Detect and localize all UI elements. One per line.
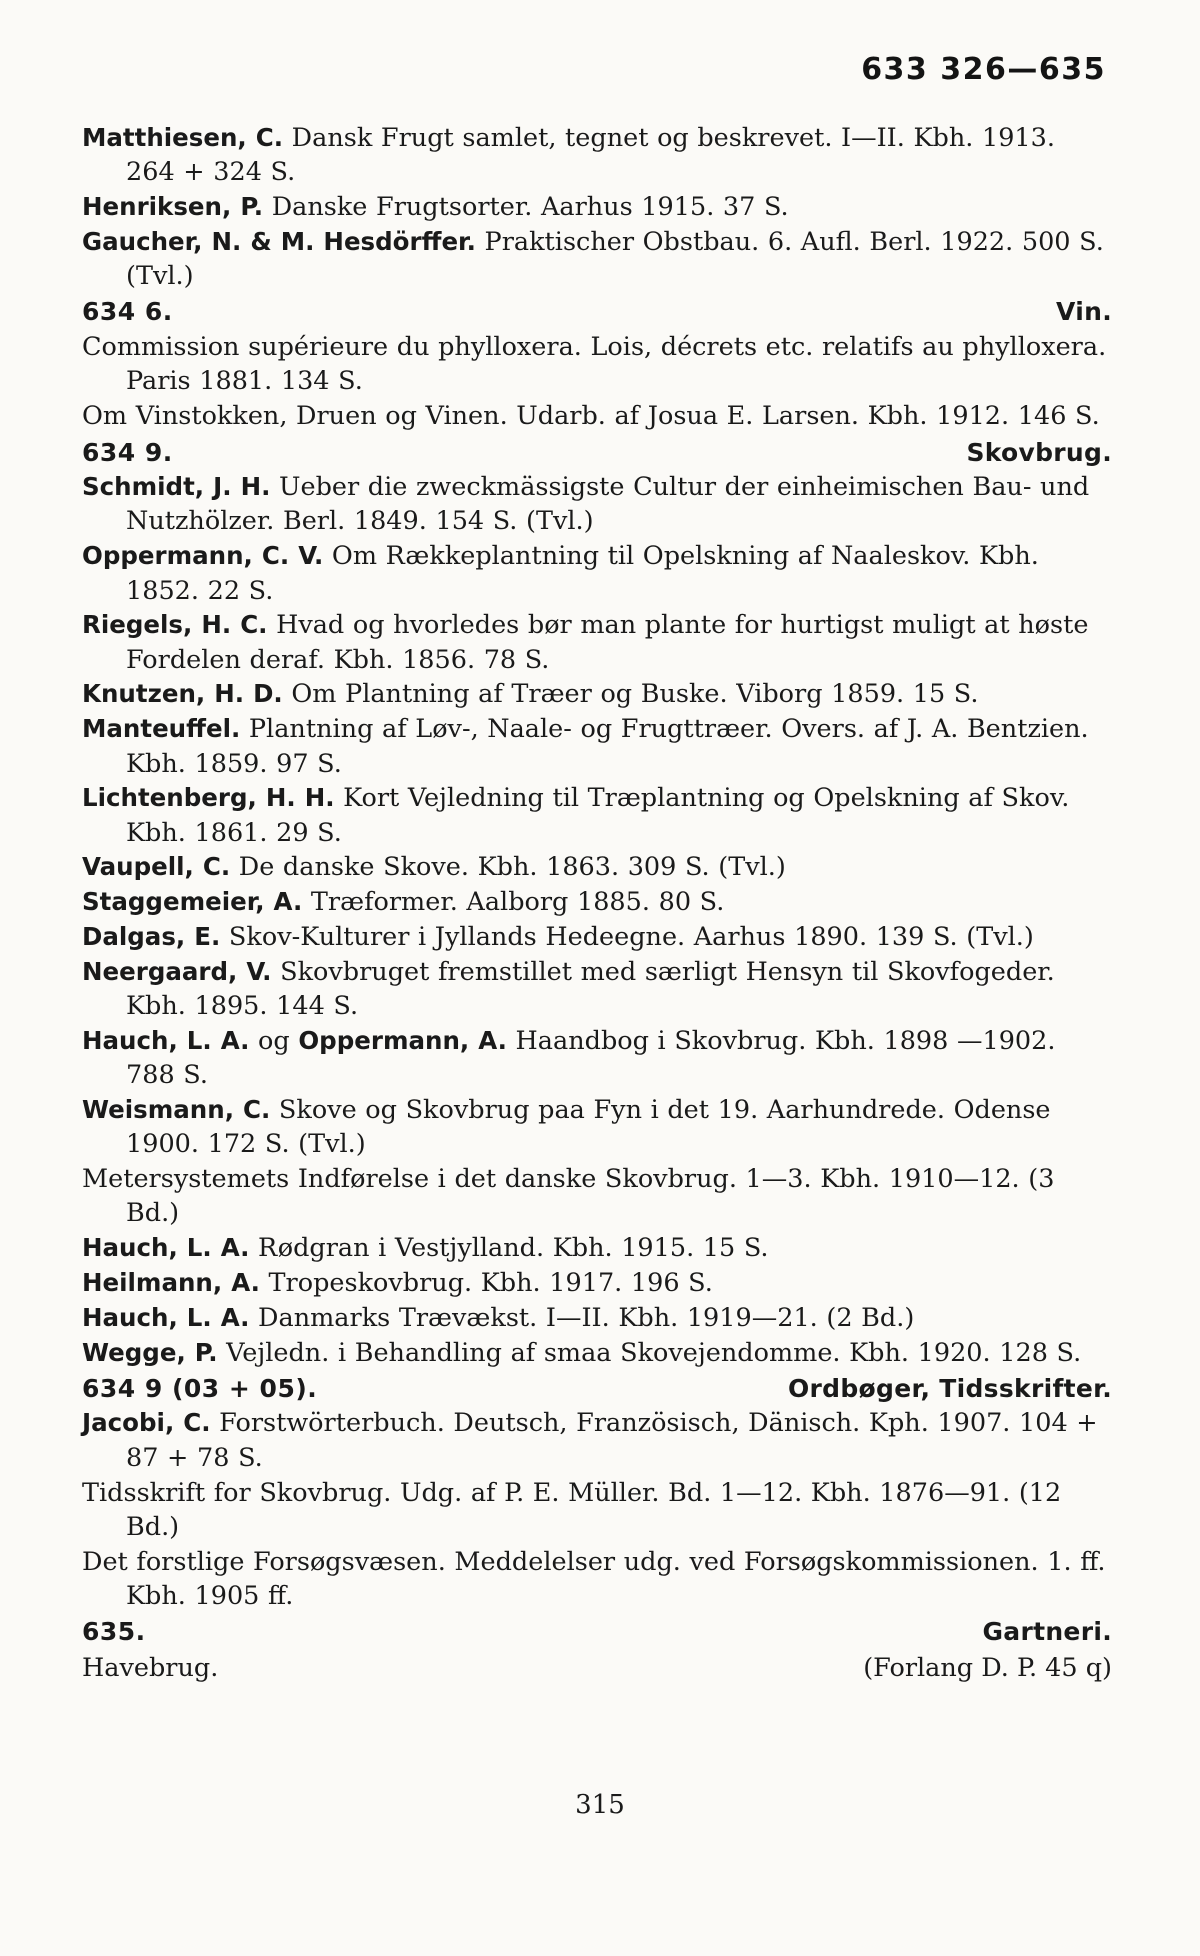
list-item	[82, 1545, 1112, 1614]
entry-author-secondary: Oppermann, A.	[298, 1025, 507, 1055]
list-item	[82, 190, 1112, 224]
class-heading	[82, 1372, 1112, 1406]
entry-text: Om Vinstokken, Druen og Vinen. Udarb. af Josua E. Larsen. Kbh. 1912. 146 S.	[82, 401, 1100, 432]
entry-text: De danske Skove. Kbh. 1863. 309 S. (Tvl.)	[230, 852, 786, 883]
list-item	[82, 1301, 1112, 1335]
class-caption: Ordbøger, Tidsskrifter.	[787, 1373, 1112, 1403]
entry-text: Skov-Kulturer i Jyllands Hedeegne. Aarhus 1890. 139 S. (Tvl.)	[220, 921, 1034, 952]
list-item	[82, 1024, 1112, 1093]
entry-author: Wegge, P.	[82, 1337, 218, 1367]
entry-text: Træformer. Aalborg 1885. 80 S.	[302, 887, 725, 918]
list-item	[82, 1476, 1112, 1545]
class-caption: Gartneri.	[982, 1617, 1112, 1647]
list-item	[82, 470, 1112, 539]
entry-text: Om Rækkeplantning til Opelskning af Naaleskov. Kbh. 1852. 22 S.	[126, 541, 1039, 606]
entry-author: Oppermann, C. V.	[82, 541, 324, 571]
list-item	[82, 330, 1112, 399]
list-item	[82, 608, 1112, 677]
entry-author: Riegels, H. C.	[82, 610, 268, 640]
entry-author: Matthiesen, C.	[82, 123, 284, 152]
entry-author: Hauch, L. A.	[82, 1025, 250, 1055]
entry-author: Gaucher, N. & M. Hesdörffer.	[82, 226, 476, 256]
entry-text: Det forstlige Forsøgsvæsen. Meddelelser udg. ved Forsøgskommissionen. 1. ff. Kbh. 1905 ff.	[82, 1546, 1106, 1611]
entry-text: Tropeskovbrug. Kbh. 1917. 196 S.	[259, 1267, 713, 1298]
list-item	[82, 712, 1112, 781]
list-item	[82, 121, 1112, 190]
entry-text: Plantning af Løv-, Naale- og Frugttræer. Overs. af J. A. Bentzien. Kbh. 1859. 97 S.	[126, 714, 1089, 779]
entry-text: Tidsskrift for Skovbrug. Udg. af P. E. Müller. Bd. 1—12. Kbh. 1876—91. (12 Bd.)	[82, 1477, 1062, 1542]
class-heading	[82, 295, 1112, 329]
entry-text-secondary: Haandbog i Skovbrug. Kbh. 1898 —1902. 788 S.	[126, 1025, 1056, 1091]
entry-author: Staggemeier, A.	[82, 887, 303, 917]
class-number: 634 6.	[82, 297, 173, 327]
footer-entry-left: Havebrug.	[82, 1652, 219, 1683]
entry-text: Ueber die zweckmässigste Cultur der einheimischen Bau- und Nutzhölzer. Berl. 1849. 154 S. (Tvl.)	[126, 472, 1090, 537]
page-content	[82, 52, 1112, 1685]
entry-text: Forstwörterbuch. Deutsch, Französisch, Dänisch. Kph. 1907. 104 + 87 + 78 S.	[126, 1408, 1098, 1473]
entry-text: Metersystemets Indførelse i det danske Skovbrug. 1—3. Kbh. 1910—12. (3 Bd.)	[82, 1164, 1055, 1229]
entry-text: Danmarks Trævækst. I—II. Kbh. 1919—21. (2 Bd.)	[249, 1302, 915, 1333]
list-item	[82, 920, 1112, 954]
footer-entry	[82, 1651, 1112, 1685]
list-item	[82, 1093, 1112, 1162]
list-item	[82, 677, 1112, 711]
entry-text: Danske Frugtsorter. Aarhus 1915. 37 S.	[263, 192, 789, 223]
class-number: 635.	[82, 1617, 146, 1647]
list-item	[82, 850, 1112, 884]
entry-text: Commission supérieure du phylloxera. Lois, décrets etc. relatifs au phylloxera. Paris 1881. 134 S.	[82, 332, 1107, 397]
entry-text: Kort Vejledning til Træplantning og Opelskning af Skov. Kbh. 1861. 29 S.	[126, 783, 1070, 848]
list-item	[82, 225, 1112, 294]
list-item	[82, 1162, 1112, 1231]
entry-author: Hauch, L. A.	[82, 1302, 250, 1332]
entry-text: og	[249, 1025, 299, 1056]
list-item	[82, 1231, 1112, 1265]
footer-entry-right: (Forlang D. P. 45 q)	[863, 1652, 1112, 1683]
list-item	[82, 539, 1112, 608]
entry-text: Rødgran i Vestjylland. Kbh. 1915. 15 S.	[249, 1233, 769, 1264]
entry-text: Om Plantning af Træer og Buske. Viborg 1859. 15 S.	[282, 679, 979, 710]
list-item	[82, 955, 1112, 1024]
entry-author: Heilmann, A.	[82, 1267, 260, 1297]
entry-text: Skovbruget fremstillet med særligt Hensyn til Skovfogeder. Kbh. 1895. 144 S.	[126, 956, 1055, 1022]
class-heading	[82, 1615, 1112, 1649]
class-heading	[82, 436, 1112, 470]
list-item	[82, 885, 1112, 919]
entry-author: Neergaard, V.	[82, 956, 272, 986]
entry-author: Knutzen, H. D.	[82, 679, 283, 709]
class-caption: Vin.	[1056, 297, 1112, 327]
entry-author: Vaupell, C.	[82, 852, 231, 882]
entry-author: Lichtenberg, H. H.	[82, 783, 335, 813]
entry-text: Praktischer Obstbau. 6. Aufl. Berl. 1922. 500 S. (Tvl.)	[126, 226, 1104, 292]
entry-author: Jacobi, C.	[82, 1408, 211, 1438]
entry-text: Hvad og hvorledes bør man plante for hurtigst muligt at høste Fordelen deraf. Kbh. 1856. 78 S.	[126, 610, 1089, 675]
entry-author: Henriksen, P.	[82, 192, 264, 222]
class-caption: Skovbrug.	[966, 437, 1112, 467]
entry-text: Dansk Frugt samlet, tegnet og beskrevet. I—II. Kbh. 1913. 264 + 324 S.	[126, 123, 1055, 188]
bibliography-list	[82, 121, 1112, 1685]
entry-author: Manteuffel.	[82, 714, 241, 744]
class-number: 634 9 (03 + 05).	[82, 1373, 318, 1403]
list-item	[82, 781, 1112, 850]
page-number: 315	[575, 1790, 625, 1820]
list-item	[82, 1266, 1112, 1300]
entry-text: Skove og Skovbrug paa Fyn i det 19. Aarhundrede. Odense 1900. 172 S. (Tvl.)	[126, 1094, 1051, 1160]
entry-author: Hauch, L. A.	[82, 1233, 250, 1263]
list-item	[82, 399, 1112, 433]
entry-author: Dalgas, E.	[82, 921, 221, 951]
running-head: 633 326—635	[861, 52, 1106, 87]
entry-author: Weismann, C.	[82, 1094, 271, 1124]
entry-author: Schmidt, J. H.	[82, 472, 271, 502]
class-number: 634 9.	[82, 437, 173, 467]
entry-text: Vejledn. i Behandling af smaa Skovejendomme. Kbh. 1920. 128 S.	[217, 1337, 1082, 1368]
list-item	[82, 1336, 1112, 1370]
list-item	[82, 1406, 1112, 1475]
